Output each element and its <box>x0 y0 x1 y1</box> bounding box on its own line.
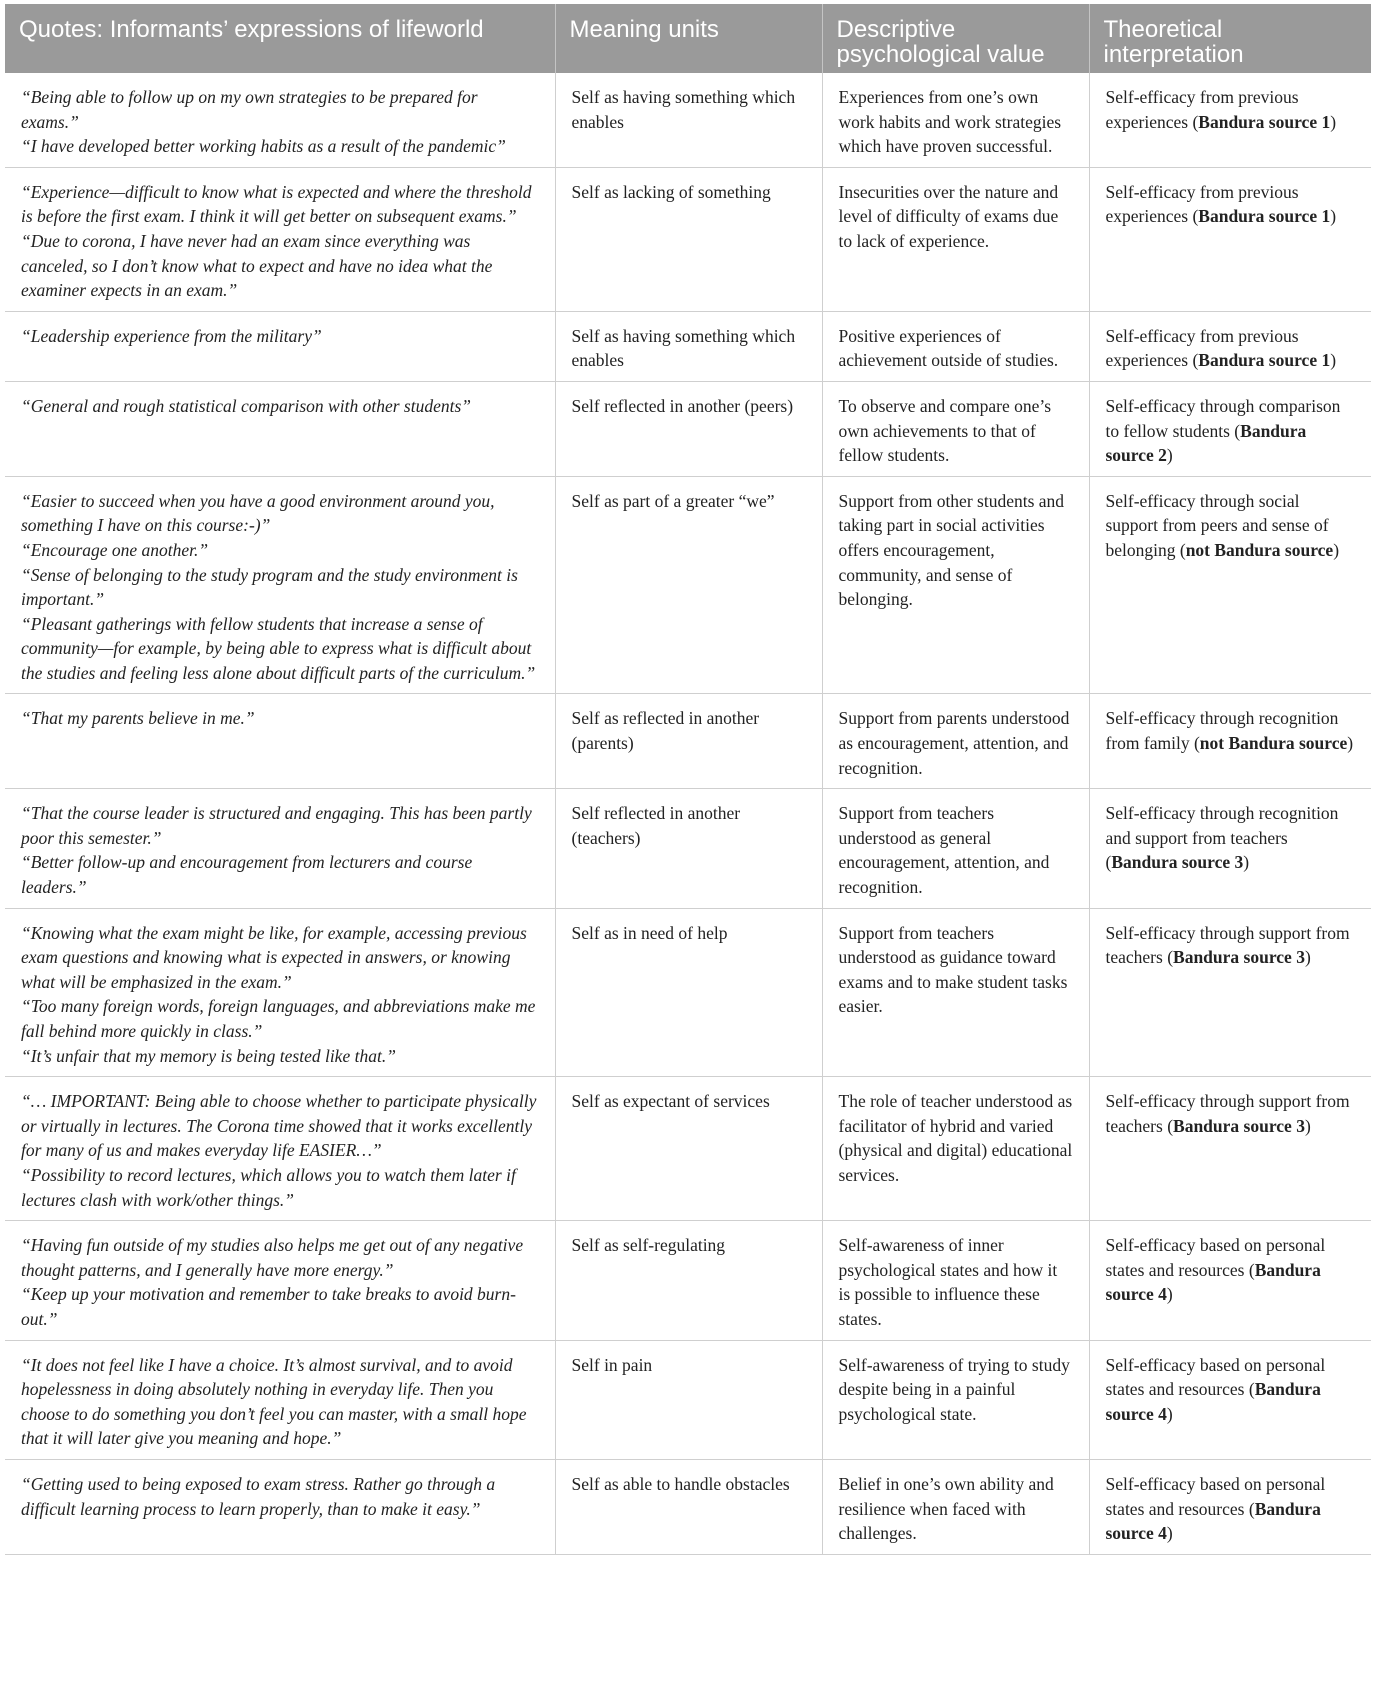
theoretical-interpretation-cell <box>1089 1077 1371 1221</box>
meaning-unit-cell: Self as reflected in another (parents) <box>555 694 822 789</box>
theoretical-interpretation-cell <box>1089 381 1371 476</box>
bandura-source-label: not Bandura source <box>1199 733 1348 754</box>
quote-text: “That the course leader is structured and engaging. This has been partly poor this semester.” <box>21 803 532 848</box>
quote-text: “Sense of belonging to the study program and the study environment is important.” <box>21 564 518 610</box>
theoretical-interpretation-cell <box>1089 1340 1371 1459</box>
quotes-cell <box>5 167 555 311</box>
interpretation-close: ) <box>1166 1523 1173 1544</box>
interpretation-close: ) <box>1347 733 1354 754</box>
interpretation-close: ) <box>1304 1115 1311 1136</box>
descriptive-value-cell: Support from other students and taking part in social activities offers encouragement, community, and sense of belonging. <box>822 476 1089 694</box>
interpretation-close: ) <box>1330 111 1337 132</box>
descriptive-value-cell: Belief in one’s own ability and resilience when faced with challenges. <box>822 1459 1089 1554</box>
quote-text: “Being able to follow up on my own strategies to be prepared for exams.” <box>21 87 478 132</box>
interpretation-close: ) <box>1304 947 1311 968</box>
interpretation-text: Self-efficacy from previous experiences ( <box>1105 181 1299 227</box>
quote-text: “General and rough statistical comparison with other students” <box>21 395 471 416</box>
quote-text: “Leadership experience from the military” <box>21 325 322 346</box>
meaning-unit-cell: Self as having something which enables <box>555 73 822 167</box>
bandura-source-label: Bandura source 2 <box>1105 420 1307 466</box>
meaning-unit-cell: Self reflected in another (peers) <box>555 381 822 476</box>
quotes-cell <box>5 1221 555 1340</box>
meaning-unit-cell: Self as part of a greater “we” <box>555 476 822 694</box>
quote-text: “Too many foreign words, foreign languages, and abbreviations make me fall behind more quickly in class.” <box>21 996 536 1041</box>
quote-text: “Better follow-up and encouragement from lecturers and course leaders.” <box>21 852 473 898</box>
table-row <box>5 908 1371 1077</box>
meaning-unit-cell: Self as having something which enables <box>555 311 822 381</box>
quote-text: “Pleasant gatherings with fellow students that increase a sense of community—for example, by being able to express what is difficult about the studies and feeling less alone about difficult parts of the curriculum.” <box>21 613 536 683</box>
bandura-source-label: Bandura source 3 <box>1111 852 1244 873</box>
table-row <box>5 167 1371 311</box>
bandura-source-label: Bandura source 4 <box>1105 1259 1321 1305</box>
descriptive-value-cell: Support from teachers understood as general encouragement, attention, and recognition. <box>822 789 1089 908</box>
table-row <box>5 1221 1371 1340</box>
interpretation-text: Self-efficacy from previous experiences ( <box>1105 87 1299 132</box>
quotes-cell <box>5 789 555 908</box>
table-header <box>5 4 1371 73</box>
interpretation-close: ) <box>1330 350 1337 371</box>
quotes-cell <box>5 73 555 167</box>
quotes-cell <box>5 908 555 1077</box>
bandura-source-label: Bandura source 4 <box>1105 1498 1321 1544</box>
theoretical-interpretation-cell <box>1089 1459 1371 1554</box>
quotes-cell <box>5 381 555 476</box>
interpretation-close: ) <box>1166 1284 1173 1305</box>
lifeworld-table <box>5 4 1371 1555</box>
meaning-unit-cell: Self in pain <box>555 1340 822 1459</box>
header-descriptive-value: Descriptive psychological value <box>822 4 1089 73</box>
meaning-unit-cell: Self as expectant of services <box>555 1077 822 1221</box>
quote-text: “Encourage one another.” <box>21 539 209 560</box>
descriptive-value-cell: Experiences from one’s own work habits and work strategies which have proven successful. <box>822 73 1089 167</box>
descriptive-value-cell: Support from teachers understood as guidance toward exams and to make student tasks easier. <box>822 908 1089 1077</box>
table-row <box>5 694 1371 789</box>
quote-text: “Knowing what the exam might be like, for example, accessing previous exam questions and knowing what is expected in answers, or knowing what will be emphasized in the exam.” <box>21 922 527 992</box>
table-body <box>5 73 1371 1554</box>
descriptive-value-cell: Self-awareness of trying to study despite being in a painful psychological state. <box>822 1340 1089 1459</box>
quote-text: “Experience—difficult to know what is expected and where the threshold is before the first exam. I think it will get better on subsequent exams.” <box>21 181 532 227</box>
theoretical-interpretation-cell <box>1089 1221 1371 1340</box>
descriptive-value-cell: To observe and compare one’s own achievements to that of fellow students. <box>822 381 1089 476</box>
theoretical-interpretation-cell <box>1089 476 1371 694</box>
header-row <box>5 4 1371 73</box>
quote-text: “That my parents believe in me.” <box>21 708 255 729</box>
header-theoretical-interpretation: Theoretical interpretation <box>1089 4 1371 73</box>
bandura-source-label: Bandura source 3 <box>1173 1115 1305 1136</box>
interpretation-text: Self-efficacy through recognition and support from teachers ( <box>1105 803 1339 873</box>
interpretation-text: Self-efficacy based on personal states and resources ( <box>1105 1354 1326 1400</box>
quote-text: “Possibility to record lectures, which allows you to watch them later if lectures clash with work/other things.” <box>21 1164 516 1210</box>
interpretation-text: Self-efficacy through support from teachers ( <box>1105 1091 1350 1136</box>
interpretation-text: Self-efficacy through support from teachers ( <box>1105 922 1350 968</box>
interpretation-close: ) <box>1166 445 1173 466</box>
interpretation-close: ) <box>1166 1403 1173 1424</box>
theoretical-interpretation-cell <box>1089 167 1371 311</box>
table-row <box>5 1077 1371 1221</box>
table-row <box>5 1340 1371 1459</box>
quote-text: “I have developed better working habits as a result of the pandemic” <box>21 136 506 157</box>
descriptive-value-cell: Positive experiences of achievement outside of studies. <box>822 311 1089 381</box>
meaning-unit-cell: Self as lacking of something <box>555 167 822 311</box>
bandura-source-label: Bandura source 1 <box>1198 206 1331 227</box>
bandura-source-label: not Bandura source <box>1185 539 1334 560</box>
descriptive-value-cell: Insecurities over the nature and level of difficulty of exams due to lack of experience. <box>822 167 1089 311</box>
quotes-cell <box>5 694 555 789</box>
quotes-cell <box>5 1340 555 1459</box>
bandura-source-label: Bandura source 1 <box>1198 350 1331 371</box>
table-row <box>5 789 1371 908</box>
meaning-unit-cell: Self as in need of help <box>555 908 822 1077</box>
theoretical-interpretation-cell <box>1089 908 1371 1077</box>
interpretation-text: Self-efficacy based on personal states and resources ( <box>1105 1473 1326 1519</box>
quote-text: “Easier to succeed when you have a good environment around you, something I have on this course:-)” <box>21 490 495 536</box>
table-row <box>5 1459 1371 1554</box>
interpretation-text: Self-efficacy from previous experiences ( <box>1105 325 1299 371</box>
bandura-source-label: Bandura source 4 <box>1105 1379 1321 1424</box>
quote-text: “It does not feel like I have a choice. It’s almost survival, and to avoid hopelessness in doing absolutely nothing in everyday life. Then you choose to do something you don’t feel you can master, with a small hope that it will later give you meaning and hope.” <box>21 1354 527 1449</box>
meaning-unit-cell: Self reflected in another (teachers) <box>555 789 822 908</box>
table-row <box>5 311 1371 381</box>
descriptive-value-cell: Support from parents understood as encouragement, attention, and recognition. <box>822 694 1089 789</box>
quotes-cell <box>5 476 555 694</box>
table-row <box>5 73 1371 167</box>
descriptive-value-cell: Self-awareness of inner psychological states and how it is possible to influence these states. <box>822 1221 1089 1340</box>
bandura-source-label: Bandura source 3 <box>1173 947 1305 968</box>
quote-text: “Having fun outside of my studies also helps me get out of any negative thought patterns, and I generally have more energy.” <box>21 1235 524 1280</box>
quote-text: “… IMPORTANT: Being able to choose whether to participate physically or virtually in lectures. The Corona time showed that it works excellently for many of us and makes everyday life EASIER…” <box>21 1091 537 1161</box>
theoretical-interpretation-cell <box>1089 311 1371 381</box>
theoretical-interpretation-cell <box>1089 73 1371 167</box>
meaning-unit-cell: Self as able to handle obstacles <box>555 1459 822 1554</box>
interpretation-text: Self-efficacy based on personal states and resources ( <box>1105 1235 1326 1280</box>
descriptive-value-cell: The role of teacher understood as facilitator of hybrid and varied (physical and digital) educational services. <box>822 1077 1089 1221</box>
quotes-cell <box>5 311 555 381</box>
quote-text: “Due to corona, I have never had an exam since everything was canceled, so I don’t know what to expect and have no idea what the examiner expects in an exam.” <box>21 230 493 301</box>
header-meaning-units: Meaning units <box>555 4 822 73</box>
interpretation-close: ) <box>1243 852 1250 873</box>
quotes-cell <box>5 1459 555 1554</box>
quote-text: “Getting used to being exposed to exam stress. Rather go through a difficult learning process to learn properly, than to make it easy.” <box>21 1473 496 1519</box>
interpretation-close: ) <box>1330 206 1337 227</box>
bandura-source-label: Bandura source 1 <box>1198 111 1331 132</box>
interpretation-close: ) <box>1333 539 1340 560</box>
meaning-unit-cell: Self as self-regulating <box>555 1221 822 1340</box>
interpretation-text: Self-efficacy through social support from peers and sense of belonging ( <box>1105 490 1329 560</box>
quote-text: “Keep up your motivation and remember to take breaks to avoid burn-out.” <box>21 1284 516 1329</box>
table-row <box>5 381 1371 476</box>
header-quotes: Quotes: Informants’ expressions of lifeworld <box>5 4 555 73</box>
quotes-cell <box>5 1077 555 1221</box>
table-row <box>5 476 1371 694</box>
lifeworld-table-container <box>5 4 1371 1555</box>
interpretation-text: Self-efficacy through recognition from family ( <box>1105 708 1339 754</box>
theoretical-interpretation-cell <box>1089 789 1371 908</box>
theoretical-interpretation-cell <box>1089 694 1371 789</box>
quote-text: “It’s unfair that my memory is being tested like that.” <box>21 1045 396 1066</box>
interpretation-text: Self-efficacy through comparison to fellow students ( <box>1105 395 1341 441</box>
